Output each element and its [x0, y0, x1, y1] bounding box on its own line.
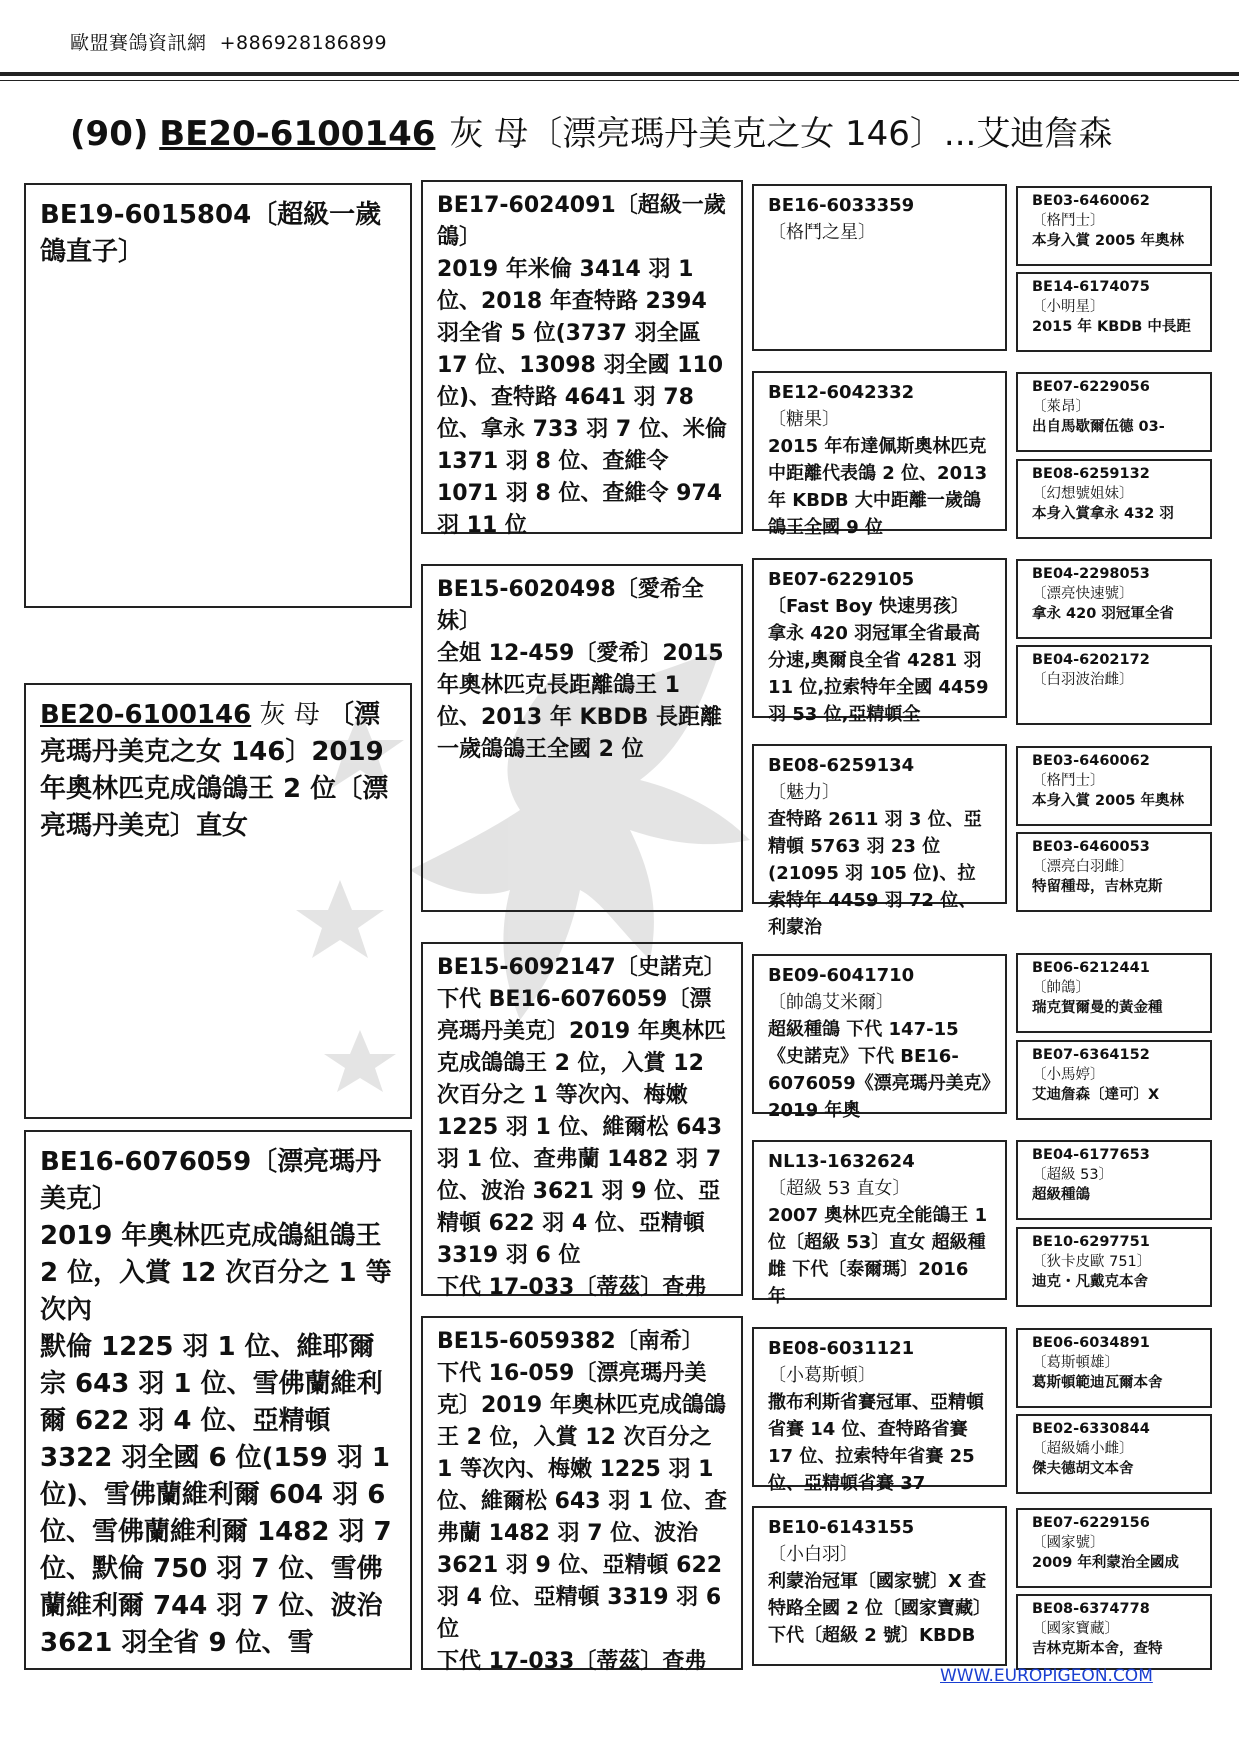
gen4-5-name: 〔漂亮快速號〕	[1032, 586, 1134, 602]
gen3-2-name: 〔糖果〕	[768, 409, 840, 430]
gen4-11-text: 超級種鴿	[1032, 1187, 1090, 1203]
gen1-dam-ring: BE16-6076059〔漂亮瑪丹美克〕	[40, 1147, 382, 1214]
gen3-5-ring: BE09-6041710	[768, 965, 915, 986]
gen3-4-name: 〔魅力〕	[768, 782, 840, 803]
gen3-6-text: 2007 奧林匹克全能鴿王 1 位〔超級 53〕直女 超級種雌 下代〔泰爾瑪〕2016 年	[768, 1205, 988, 1307]
gen3-box-4	[752, 744, 1007, 938]
gen2-box-2	[421, 564, 743, 912]
gen3-box-1	[752, 184, 1007, 351]
gen4-11-ring: BE04-6177653	[1032, 1147, 1150, 1163]
gen4-16-name: 〔國家寶藏〕	[1032, 1621, 1119, 1637]
site-phone: +886928186899	[219, 32, 388, 54]
gen3-3-name: 〔Fast Boy 快速男孩〕	[768, 596, 970, 617]
gen2-4-ring: BE15-6059382〔南希〕	[437, 1329, 704, 1354]
gen3-7-name: 〔小葛斯頓〕	[768, 1365, 876, 1386]
gen4-10-text: 艾迪詹森〔達可〕X	[1032, 1087, 1160, 1103]
gen4-box-16	[1016, 1594, 1212, 1670]
gen4-box-10	[1016, 1040, 1212, 1120]
gen4-5-text: 拿永 420 羽冠軍全省	[1032, 606, 1174, 622]
gen3-1-ring: BE16-6033359	[768, 195, 915, 216]
gen4-4-name: 〔幻想號姐妹〕	[1032, 486, 1134, 502]
gen4-16-ring: BE08-6374778	[1032, 1601, 1150, 1617]
gen4-1-ring: BE03-6460062	[1032, 193, 1150, 209]
gen2-1-ring: BE17-6024091〔超級一歲鴿〕	[437, 193, 726, 250]
gen2-4-tail: 下代 17-033〔蒂茲〕查弗	[437, 1649, 707, 1674]
gen2-3-tail: 下代 17-033〔蒂茲〕查弗	[437, 1275, 707, 1300]
gen4-4-ring: BE08-6259132	[1032, 466, 1150, 482]
title-ring: BE20-6100146	[159, 114, 436, 154]
gen3-8-name: 〔小白羽〕	[768, 1544, 858, 1565]
header-rule-thick	[0, 72, 1239, 76]
gen4-13-text: 葛斯頓範迪瓦爾本舍	[1032, 1375, 1163, 1391]
gen2-3-text: 下代 BE16-6076059〔漂亮瑪丹美克〕2019 年奧林匹克成鴿鴿王 2 位，入賞 12 次百分之 1 等次內、梅嫩 1225 羽 1 位、維爾松 643 羽 1 位、查弗蘭 1482 羽 7 位、波治 3621 羽 9 位、亞精頓 622 羽 4 位、亞精頓 3319 羽 6 位	[437, 987, 726, 1268]
gen3-7-text: 撒布利斯省賽冠軍、亞精頓省賽 14 位、查特路省賽 17 位、拉索特年省賽 25 位、亞精頓省賽 37	[768, 1392, 984, 1494]
gen3-box-3	[752, 558, 1007, 725]
gen4-9-ring: BE06-6212441	[1032, 960, 1150, 976]
gen4-3-text: 出自馬歇爾伍德 03-	[1032, 419, 1165, 435]
gen4-box-15	[1016, 1508, 1212, 1588]
gen3-1-name: 〔格鬥之星〕	[768, 222, 876, 243]
gen4-3-ring: BE07-6229056	[1032, 379, 1150, 395]
gen4-6-ring: BE04-6202172	[1032, 652, 1150, 668]
website-link[interactable]: WWW.EUROPIGEON.COM	[940, 1666, 1153, 1686]
gen4-box-9	[1016, 953, 1212, 1033]
title-desc: 灰 母〔漂亮瑪丹美克之女 146〕...艾迪詹森	[449, 114, 1113, 154]
page-title	[70, 106, 1112, 155]
subject-ring: BE20-6100146	[40, 700, 252, 730]
gen4-11-name: 〔超級 53〕	[1032, 1167, 1114, 1183]
gen2-box-4	[421, 1316, 743, 1674]
gen3-box-5	[752, 954, 1007, 1121]
gen3-6-name: 〔超級 53 直女〕	[768, 1178, 911, 1199]
gen4-12-ring: BE10-6297751	[1032, 1234, 1150, 1250]
gen4-1-name: 〔格鬥士〕	[1032, 213, 1105, 229]
gen4-7-name: 〔格鬥士〕	[1032, 773, 1105, 789]
header-rule-thin	[0, 80, 1239, 81]
gen3-8-ring: BE10-6143155	[768, 1517, 915, 1538]
gen2-2-text: 全姐 12-459〔愛希〕2015 年奧林匹克長距離鴿王 1 位、2013 年 KBDB 長距離一歲鴿鴿王全國 2 位	[437, 641, 724, 762]
site-header	[70, 28, 387, 55]
site-name: 歐盟賽鴿資訊網	[70, 32, 207, 54]
gen3-4-ring: BE08-6259134	[768, 755, 915, 776]
gen4-4-text: 本身入賞拿永 432 羽	[1032, 506, 1174, 522]
gen4-14-text: 傑夫德胡文本舍	[1032, 1461, 1134, 1477]
gen4-5-ring: BE04-2298053	[1032, 566, 1150, 582]
gen4-box-8	[1016, 832, 1212, 912]
gen1-subject-box	[24, 683, 412, 1119]
gen1-sire-box	[24, 183, 412, 608]
gen4-9-name: 〔帥鴿〕	[1032, 980, 1090, 996]
gen4-9-text: 瑞克賀爾曼的黃金種	[1032, 1000, 1163, 1016]
gen2-4-text: 下代 16-059〔漂亮瑪丹美克〕2019 年奧林匹克成鴿鴿王 2 位，入賞 12 次百分之 1 等次內、梅嫩 1225 羽 1 位、維爾松 643 羽 1 位、查弗蘭 1482 羽 7 位、波治 3621 羽 9 位、亞精頓 622 羽 4 位、亞精頓 3319 羽 6 位	[437, 1361, 727, 1642]
gen3-box-7	[752, 1327, 1007, 1494]
gen4-box-13	[1016, 1328, 1212, 1408]
gen3-2-ring: BE12-6042332	[768, 382, 915, 403]
gen1-dam-box	[24, 1130, 412, 1670]
gen4-15-name: 〔國家號〕	[1032, 1535, 1105, 1551]
gen4-7-ring: BE03-6460062	[1032, 753, 1150, 769]
gen4-2-text: 2015 年 KBDB 中長距	[1032, 319, 1191, 335]
gen4-8-name: 〔漂亮白羽雌〕	[1032, 859, 1134, 875]
gen3-3-text: 拿永 420 羽冠軍全省最高分速,奧爾良全省 4281 羽 11 位,拉索特年全國 4459 羽 53 位,亞精頓全	[768, 623, 989, 725]
subject-color-sex: 灰 母	[251, 700, 320, 730]
gen1-sire-ring: BE19-6015804〔超級一歲鴿直子〕	[40, 200, 382, 267]
gen3-2-text: 2015 年布達佩斯奧林匹克中距離代表鴿 2 位、2013 年 KBDB 大中距離一歲鴿鴿王全國 9 位	[768, 436, 988, 538]
gen4-box-14	[1016, 1414, 1212, 1494]
gen4-3-name: 〔萊昂〕	[1032, 399, 1090, 415]
gen3-3-ring: BE07-6229105	[768, 569, 915, 590]
gen4-box-3	[1016, 372, 1212, 452]
gen4-16-text: 吉林克斯本舍，查特	[1032, 1641, 1163, 1657]
gen4-box-5	[1016, 559, 1212, 639]
gen2-2-ring: BE15-6020498〔愛希全妹〕	[437, 577, 704, 634]
gen2-1-text: 2019 年米倫 3414 羽 1 位、2018 年查特路 2394 羽全省 5 位(3737 羽全區 17 位、13098 羽全國 110 位)、查特路 4641 羽 78 位、拿永 733 羽 7 位、米倫 1371 羽 8 位、查維令 1071 羽 8 位、查維令 974 羽 11 位	[437, 257, 727, 538]
subject-text: 〔漂亮瑪丹美克之女 146〕2019 年奧林匹克成鴿鴿王 2 位〔漂亮瑪丹美克〕直女	[40, 700, 389, 841]
gen2-box-3	[421, 942, 743, 1300]
gen4-14-ring: BE02-6330844	[1032, 1421, 1150, 1437]
title-number: (90)	[70, 114, 149, 154]
gen3-box-6	[752, 1140, 1007, 1307]
gen4-10-name: 〔小馬婷〕	[1032, 1067, 1105, 1083]
gen3-6-ring: NL13-1632624	[768, 1151, 915, 1172]
gen4-box-6	[1016, 645, 1212, 725]
gen4-12-name: 〔狄卡皮歐 751〕	[1032, 1254, 1152, 1270]
gen4-7-text: 本身入賞 2005 年奧林	[1032, 793, 1184, 809]
gen2-box-1	[421, 180, 743, 538]
gen4-box-11	[1016, 1140, 1212, 1220]
gen4-12-text: 迪克・凡戴克本舍	[1032, 1274, 1148, 1290]
gen4-box-1	[1016, 186, 1212, 266]
gen4-box-4	[1016, 459, 1212, 539]
gen4-13-ring: BE06-6034891	[1032, 1335, 1150, 1351]
gen4-2-ring: BE14-6174075	[1032, 279, 1150, 295]
gen4-1-text: 本身入賞 2005 年奧林	[1032, 233, 1184, 249]
gen3-7-ring: BE08-6031121	[768, 1338, 915, 1359]
gen3-box-8	[752, 1506, 1007, 1666]
gen4-8-ring: BE03-6460053	[1032, 839, 1150, 855]
gen4-2-name: 〔小明星〕	[1032, 299, 1105, 315]
gen4-box-7	[1016, 746, 1212, 826]
gen3-box-2	[752, 371, 1007, 538]
gen1-dam-text1: 2019 年奧林匹克成鴿組鴿王 2 位，入賞 12 次百分之 1 等次內	[40, 1221, 392, 1325]
gen4-15-ring: BE07-6229156	[1032, 1515, 1150, 1531]
gen4-box-12	[1016, 1227, 1212, 1307]
gen4-13-name: 〔葛斯頓雄〕	[1032, 1355, 1119, 1371]
gen4-6-name: 〔白羽波治雌〕	[1032, 672, 1134, 688]
gen2-3-ring: BE15-6092147〔史諾克〕	[437, 955, 726, 980]
gen3-8-text: 利蒙治冠軍〔國家號〕X 查特路全國 2 位〔國家寶藏〕下代〔超級 2 號〕KBDB	[768, 1571, 987, 1646]
gen3-5-name: 〔帥鴿艾米爾〕	[768, 992, 894, 1013]
gen3-4-text: 查特路 2611 羽 3 位、亞精頓 5763 羽 23 位(21095 羽 105 位)、拉索特年 4459 羽 72 位、利蒙治	[768, 809, 982, 938]
gen4-14-name: 〔超級嬌小雌〕	[1032, 1441, 1134, 1457]
gen1-dam-text2: 默倫 1225 羽 1 位、維耶爾宗 643 羽 1 位、雪佛蘭維利爾 622 羽 4 位、亞精頓 3322 羽全國 6 位(159 羽 1 位)、雪佛蘭維利爾 604 羽 6 位、雪佛蘭維利爾 1482 羽 7 位、默倫 750 羽 7 位、雪佛蘭維利爾 744 羽 7 位、波治 3621 羽全省 9 位、雪	[40, 1332, 392, 1658]
gen4-15-text: 2009 年利蒙治全國成	[1032, 1555, 1179, 1571]
gen3-5-text: 超級種鴿 下代 147-15《史諾克》下代 BE16-6076059《漂亮瑪丹美克》2019 年奧	[768, 1019, 991, 1121]
gen4-8-text: 特留種母，吉林克斯	[1032, 879, 1163, 895]
gen4-10-ring: BE07-6364152	[1032, 1047, 1150, 1063]
gen4-box-2	[1016, 272, 1212, 352]
